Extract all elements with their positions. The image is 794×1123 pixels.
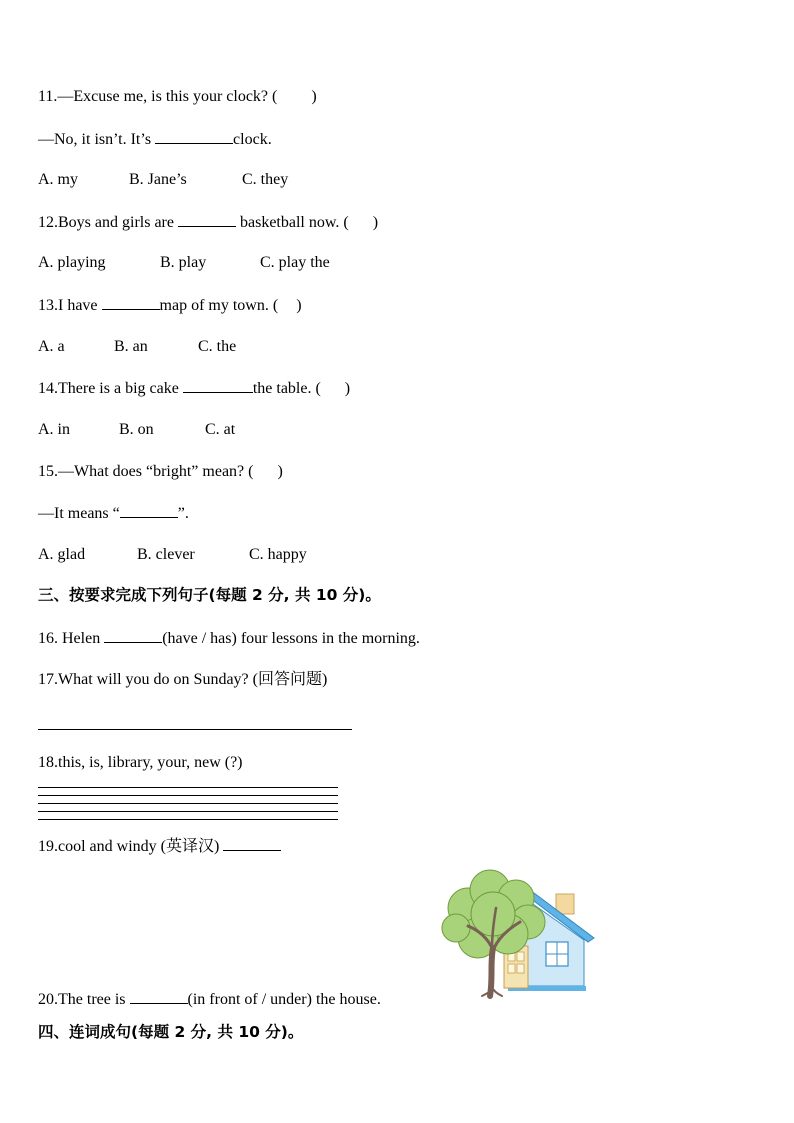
answer-blank[interactable] xyxy=(120,503,178,518)
option-c[interactable]: C. the xyxy=(198,338,237,355)
q18-answer-line-3[interactable] xyxy=(38,803,338,804)
q16-stem-end: (have / has) four lessons in the morning. xyxy=(162,630,420,647)
question-11 xyxy=(38,87,317,107)
section-4-heading: 四、连词成句(每题 2 分, 共 10 分)。 xyxy=(38,1023,304,1041)
option-a[interactable]: A. a xyxy=(38,338,65,355)
tree-and-house-picture xyxy=(438,868,598,1005)
option-a[interactable]: A. playing xyxy=(38,254,106,271)
answer-blank[interactable] xyxy=(104,628,162,643)
option-b[interactable]: B. play xyxy=(160,254,207,271)
q18-answer-line-5[interactable] xyxy=(38,819,338,820)
answer-blank[interactable] xyxy=(155,129,233,144)
q13-stem: 13.I have xyxy=(38,297,102,314)
q14-stem: 14.There is a big cake xyxy=(38,380,183,397)
option-c[interactable]: C. play the xyxy=(260,254,330,271)
question-18: 18.this, is, library, your, new (?) xyxy=(38,754,243,771)
question-14-options xyxy=(38,420,235,440)
option-b[interactable]: B. Jane’s xyxy=(129,171,187,188)
answer-blank[interactable] xyxy=(223,836,281,851)
question-15-options xyxy=(38,545,307,565)
question-17: 17.What will you do on Sunday? (回答问题) xyxy=(38,671,328,688)
q11-reply-text: —No, it isn’t. It’s xyxy=(38,131,156,148)
answer-blank[interactable] xyxy=(183,378,253,393)
q12-paren-close: ) xyxy=(372,214,379,231)
q15-stem: 15.—What does “bright” mean? ( xyxy=(38,463,254,480)
q20-stem-end: (in front of / under) the house. xyxy=(187,991,381,1008)
q18-answer-line-1[interactable] xyxy=(38,787,338,788)
option-b[interactable]: B. an xyxy=(114,338,148,355)
q14-stem-end: the table. ( xyxy=(252,380,321,397)
option-c[interactable]: C. happy xyxy=(249,546,307,563)
q13-paren-close: ) xyxy=(296,297,302,314)
q19-stem: 19.cool and windy (英译汉) xyxy=(38,838,224,855)
q17-answer-line[interactable] xyxy=(38,729,352,730)
q11-reply-end: clock. xyxy=(233,131,272,148)
q15-reply-end: ”. xyxy=(177,505,189,522)
option-a[interactable]: A. glad xyxy=(38,546,86,563)
q15-paren-close: ) xyxy=(277,463,283,480)
option-a[interactable]: A. my xyxy=(38,171,78,188)
question-11-reply xyxy=(38,129,272,150)
section-3-heading: 三、按要求完成下列句子(每题 2 分, 共 10 分)。 xyxy=(38,586,381,604)
answer-blank[interactable] xyxy=(102,295,160,310)
question-19 xyxy=(38,836,281,857)
question-14 xyxy=(38,378,350,399)
question-16 xyxy=(38,628,420,649)
q20-stem: 20.The tree is xyxy=(38,991,130,1008)
q15-reply-text: —It means “ xyxy=(38,505,120,522)
option-b[interactable]: B. on xyxy=(119,421,154,438)
question-15-reply xyxy=(38,503,189,524)
q11-stem: 11.—Excuse me, is this your clock? ( xyxy=(38,88,278,105)
question-15 xyxy=(38,462,283,482)
q16-stem: 16. Helen xyxy=(38,630,105,647)
q12-stem: 12.Boys and girls are xyxy=(38,214,178,231)
question-20 xyxy=(38,989,381,1010)
question-13-options xyxy=(38,337,236,357)
q14-paren-close: ) xyxy=(344,380,351,397)
question-12 xyxy=(38,212,378,233)
question-11-options xyxy=(38,170,288,190)
q12-stem-end: basketball now. ( xyxy=(235,214,349,231)
answer-blank[interactable] xyxy=(130,989,188,1004)
q18-answer-line-2[interactable] xyxy=(38,795,338,796)
option-a[interactable]: A. in xyxy=(38,421,70,438)
option-c[interactable]: C. at xyxy=(205,421,236,438)
option-c[interactable]: C. they xyxy=(242,171,289,188)
answer-blank[interactable] xyxy=(178,212,236,227)
option-b[interactable]: B. clever xyxy=(137,546,195,563)
question-12-options xyxy=(38,253,330,273)
q13-stem-end: map of my town. ( xyxy=(159,297,279,314)
q18-answer-line-4[interactable] xyxy=(38,811,338,812)
question-13 xyxy=(38,295,302,316)
q11-paren-close: ) xyxy=(311,88,317,105)
